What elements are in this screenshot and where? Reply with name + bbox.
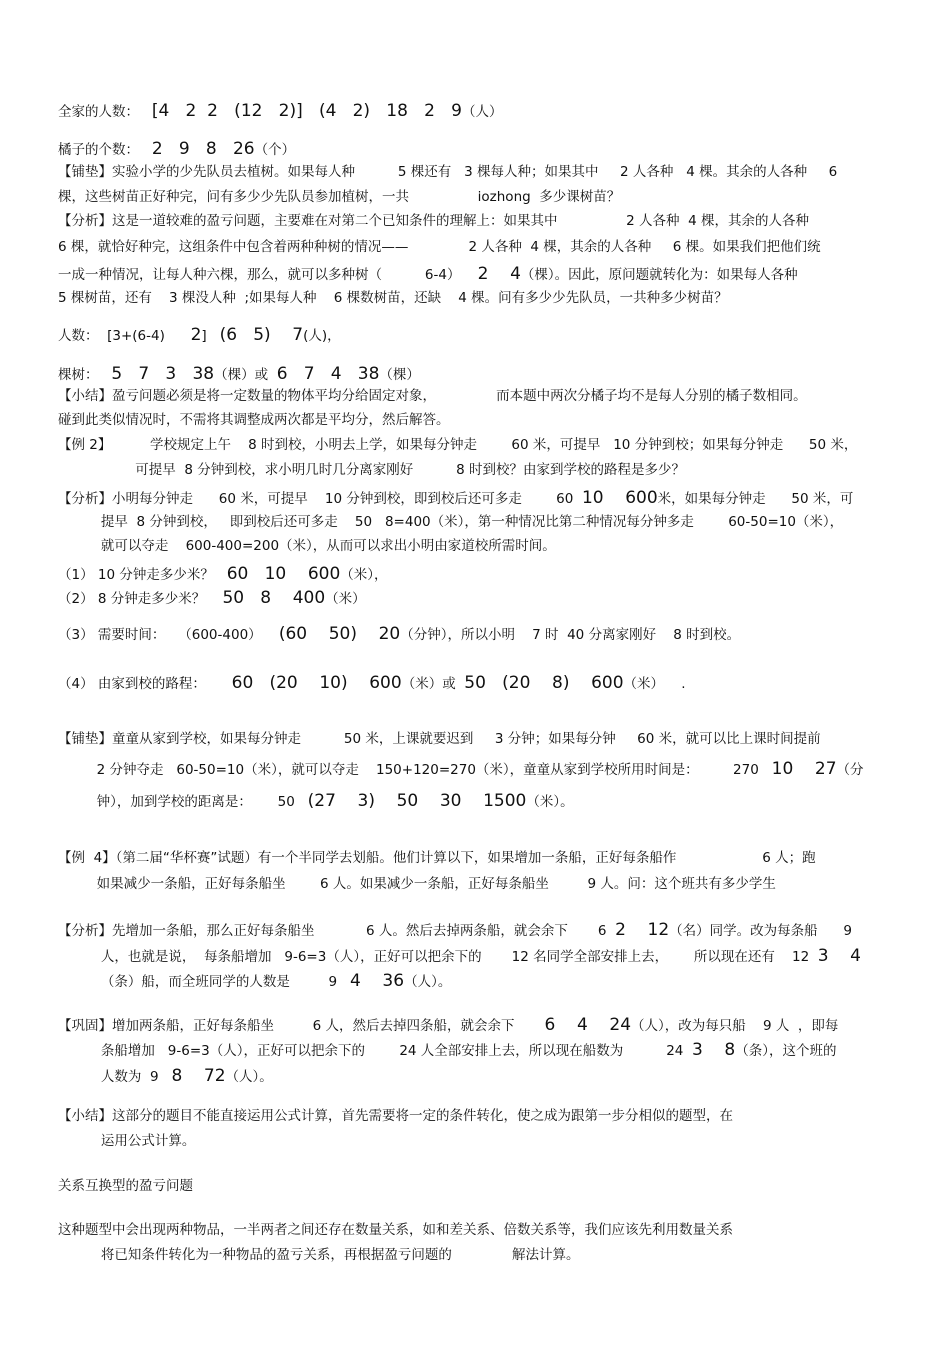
text-segment: （人），改为每只船 9 人 ，即每 [631, 1018, 839, 1034]
text-segment: 碰到此类似情况时，不需将其调整成两次都是平均分，然后解答。 [58, 412, 450, 428]
text-line [58, 516, 843, 530]
text-segment: （3） 需要时间： （600-400） [58, 627, 279, 643]
text-segment: 一成一种情况，让每人种六棵，那么，就可以多种树（ 6-4） [58, 267, 478, 283]
text-segment: （2） 8 分钟走多少米？ [58, 591, 223, 607]
text-segment: （人） [461, 104, 503, 120]
text-line [58, 1017, 838, 1034]
math-expression: 5 7 3 38 [111, 364, 215, 384]
text-line [58, 191, 620, 205]
text-segment: 【分析】这是一道较难的盈亏问题，主要难在对第二个已知条件的理解上：如果其中 2 人各种 4 棵，其余的人各种 [58, 213, 810, 229]
text-segment: 这种题型中会出现两种物品，一半两者之间还存在数量关系，如和差关系、倍数关系等，我们应该先利用数量关系 [58, 1222, 733, 1238]
text-segment: 【小结】盈亏问题必须是将一定数量的物体平均分给固定对象， 而本题中两次分橘子均不是每人分别的橘子数相同。 [58, 388, 807, 404]
text-segment: (人)， [303, 328, 341, 344]
math-expression: 50 (20 8) 600 [464, 673, 624, 693]
text-line [58, 141, 295, 158]
math-expression: (60 50) 20 [278, 624, 401, 644]
text-segment: 全家的人数： [58, 104, 152, 120]
math-expression: 3 4 [817, 946, 861, 966]
text-segment: 米，如果每分钟走 50 米，可 [657, 491, 854, 507]
text-segment: （米） . [623, 676, 686, 692]
text-line [58, 878, 776, 892]
text-segment: 【分析】先增加一条船，那么正好每条船坐 6 人。然后去掉两条船，就会余下 6 [58, 923, 616, 939]
text-line [58, 675, 686, 692]
text-line [58, 439, 857, 453]
math-expression: 4 36 [350, 971, 405, 991]
text-segment: （条）船，而全班同学的人数是 9 [58, 974, 350, 990]
text-line [58, 390, 807, 404]
text-line [58, 241, 821, 255]
text-segment: （1） 10 分钟走多少米？ [58, 567, 227, 583]
text-segment: 6 棵，就恰好种完，这组条件中包含着两种种树的情况—— 2 人各种 4 棵，其余的人各种 6 棵。如果我们把他们统 [58, 239, 821, 255]
math-expression: 10 600 [581, 488, 658, 508]
text-segment: 人数： [3+(6-4) [58, 328, 191, 344]
text-segment: 可提早 8 分钟到校，求小明几时几分离家刚好 8 时到校？由家到学校的路程是多少？ [58, 462, 685, 478]
text-segment: （名）同学。改为每条船 9 [669, 923, 853, 939]
text-segment: 【例 4】（第二届“华杯赛”试题）有一个半同学去划船。他们计算以下，如果增加一条船，正好每条船作 6 人；跑 [58, 850, 816, 866]
text-segment: 人数为 9 [58, 1069, 172, 1085]
text-segment: （米） [325, 591, 366, 607]
text-segment: （棵）。因此，原问题就转化为：如果每人各种 [520, 267, 798, 283]
text-segment: 提早 8 分钟到校， 即到校后还可多走 50 8=400（米），第一种情况比第二种情况每分钟多走 60-50=10（米）， [58, 514, 844, 530]
text-line [58, 973, 451, 990]
math-expression: 2 12 [615, 920, 670, 940]
text-line [58, 566, 388, 583]
text-segment: 就可以夺走 600-400=200（米），从而可以求出小明由家道校所需时间。 [58, 538, 556, 554]
text-segment: 条船增加 9-6=3（人），正好可以把余下的 24 人全部安排上去，所以现在船数为 24 [58, 1043, 692, 1059]
text-segment: 人，也就是说， 每条船增加 9-6=3（人），正好可以把余下的 12 名同学全部安排上去， 所以现在还有 12 [58, 949, 818, 965]
text-segment: 【小结】这部分的题目不能直接运用公式计算，首先需要将一定的条件转化，使之成为跟第一步分相似的题型，在 [58, 1108, 733, 1124]
text-segment: （人）。 [404, 974, 452, 990]
math-expression: 10 27 [771, 759, 837, 779]
text-segment: 将已知条件转化为一种物品的盈亏关系，再根据盈亏问题的 解法计算。 [58, 1247, 580, 1263]
text-segment: （米）， [340, 567, 388, 583]
text-line [58, 1180, 193, 1194]
math-expression: [4 2 2 (12 2)] (4 2) 18 2 9 [151, 101, 462, 121]
math-expression: (27 3) 50 30 1500 [307, 791, 527, 811]
math-expression: 6 7 4 38 [276, 364, 380, 384]
text-line [58, 922, 852, 939]
text-line [58, 292, 728, 306]
text-segment: 钟），加到学校的距离是： 50 [58, 794, 308, 810]
text-line [58, 793, 574, 810]
math-expression: 3 8 [691, 1040, 736, 1060]
text-line [58, 215, 809, 229]
math-expression: (6 5) 7 [219, 325, 304, 345]
math-expression: 2 [190, 325, 202, 345]
text-segment: （棵） [379, 367, 420, 383]
text-line [58, 1068, 273, 1085]
text-segment: （分钟），所以小明 7 时 40 分离家刚好 8 时到校。 [400, 627, 741, 643]
text-segment: 橘子的个数： [58, 142, 152, 158]
text-segment: 【分析】小明每分钟走 60 米，可提早 10 分钟到校，即到校后还可多走 60 [58, 491, 582, 507]
text-line [58, 540, 556, 554]
text-segment: 运用公式计算。 [58, 1133, 196, 1149]
text-segment: 棵，这些树苗正好种完，问有多少少先队员参加植树，一共 iozhong 多少课树苗？ [58, 189, 621, 205]
text-segment: （4） 由家到校的路程： [58, 676, 232, 692]
text-line [58, 1110, 733, 1124]
text-segment: 【铺垫】童童从家到学校，如果每分钟走 50 米，上课就要迟到 3 分钟；如果每分钟 60 米，就可以比上课时间提前 [58, 731, 821, 747]
math-expression: 6 4 24 [544, 1015, 632, 1035]
text-segment: （分 [836, 762, 864, 778]
math-expression: 2 9 8 26 [151, 139, 255, 159]
text-line [58, 948, 861, 965]
text-segment: 关系互换型的盈亏问题 [58, 1178, 193, 1194]
text-line [58, 1224, 733, 1238]
text-segment: （米）或 [401, 676, 465, 692]
text-segment: （米）。 [526, 794, 574, 810]
text-line [58, 1249, 580, 1263]
text-line [58, 626, 740, 643]
text-line [58, 166, 837, 180]
math-expression: 50 8 400 [222, 588, 326, 608]
text-line [58, 103, 502, 120]
text-line [58, 464, 685, 478]
math-expression: 60 (20 10) 600 [231, 673, 402, 693]
text-segment: 2 分钟夺走 60-50=10（米），就可以夺走 150+120=270（米），童童从家到学校所用时间是： 270 [58, 762, 772, 778]
text-segment: 【巩固】增加两条船，正好每条船坐 6 人，然后去掉四条船，就会余下 [58, 1018, 545, 1034]
text-line [58, 761, 864, 778]
text-line [58, 490, 853, 507]
math-expression: 8 72 [171, 1066, 226, 1086]
text-line [58, 414, 450, 428]
text-segment: 如果减少一条船，正好每条船坐 6 人。如果减少一条船，正好每条船坐 9 人。问：这个班共有多少学生 [58, 876, 776, 892]
text-line [58, 852, 816, 866]
text-segment: 棵树： [58, 367, 112, 383]
text-segment: （人）。 [225, 1069, 273, 1085]
text-segment: （棵）或 [214, 367, 277, 383]
text-line [58, 1135, 195, 1149]
math-expression: 60 10 600 [226, 564, 341, 584]
text-line [58, 366, 420, 383]
text-line [58, 1042, 836, 1059]
text-segment: 5 棵树苗，还有 3 棵没人种 ;如果每人种 6 棵数树苗，还缺 4 棵。问有多少少先队员，一共种多少树苗？ [58, 290, 728, 306]
math-expression: 2 4 [477, 264, 521, 284]
text-segment: ] [201, 328, 220, 344]
text-segment: （条），这个班的 [735, 1043, 837, 1059]
text-line [58, 327, 341, 344]
text-segment: 【例 2】 学校规定上午 8 时到校，小明去上学，如果每分钟走 60 米，可提早 10 分钟到校；如果每分钟走 50 米， [58, 437, 858, 453]
text-line [58, 590, 366, 607]
text-segment: 【铺垫】实验小学的少先队员去植树。如果每人种 5 棵还有 3 棵每人种；如果其中 2 人各种 4 棵。其余的人各种 6 [58, 164, 838, 180]
text-segment: （个） [254, 142, 296, 158]
text-line [58, 733, 821, 747]
text-line [58, 266, 798, 283]
